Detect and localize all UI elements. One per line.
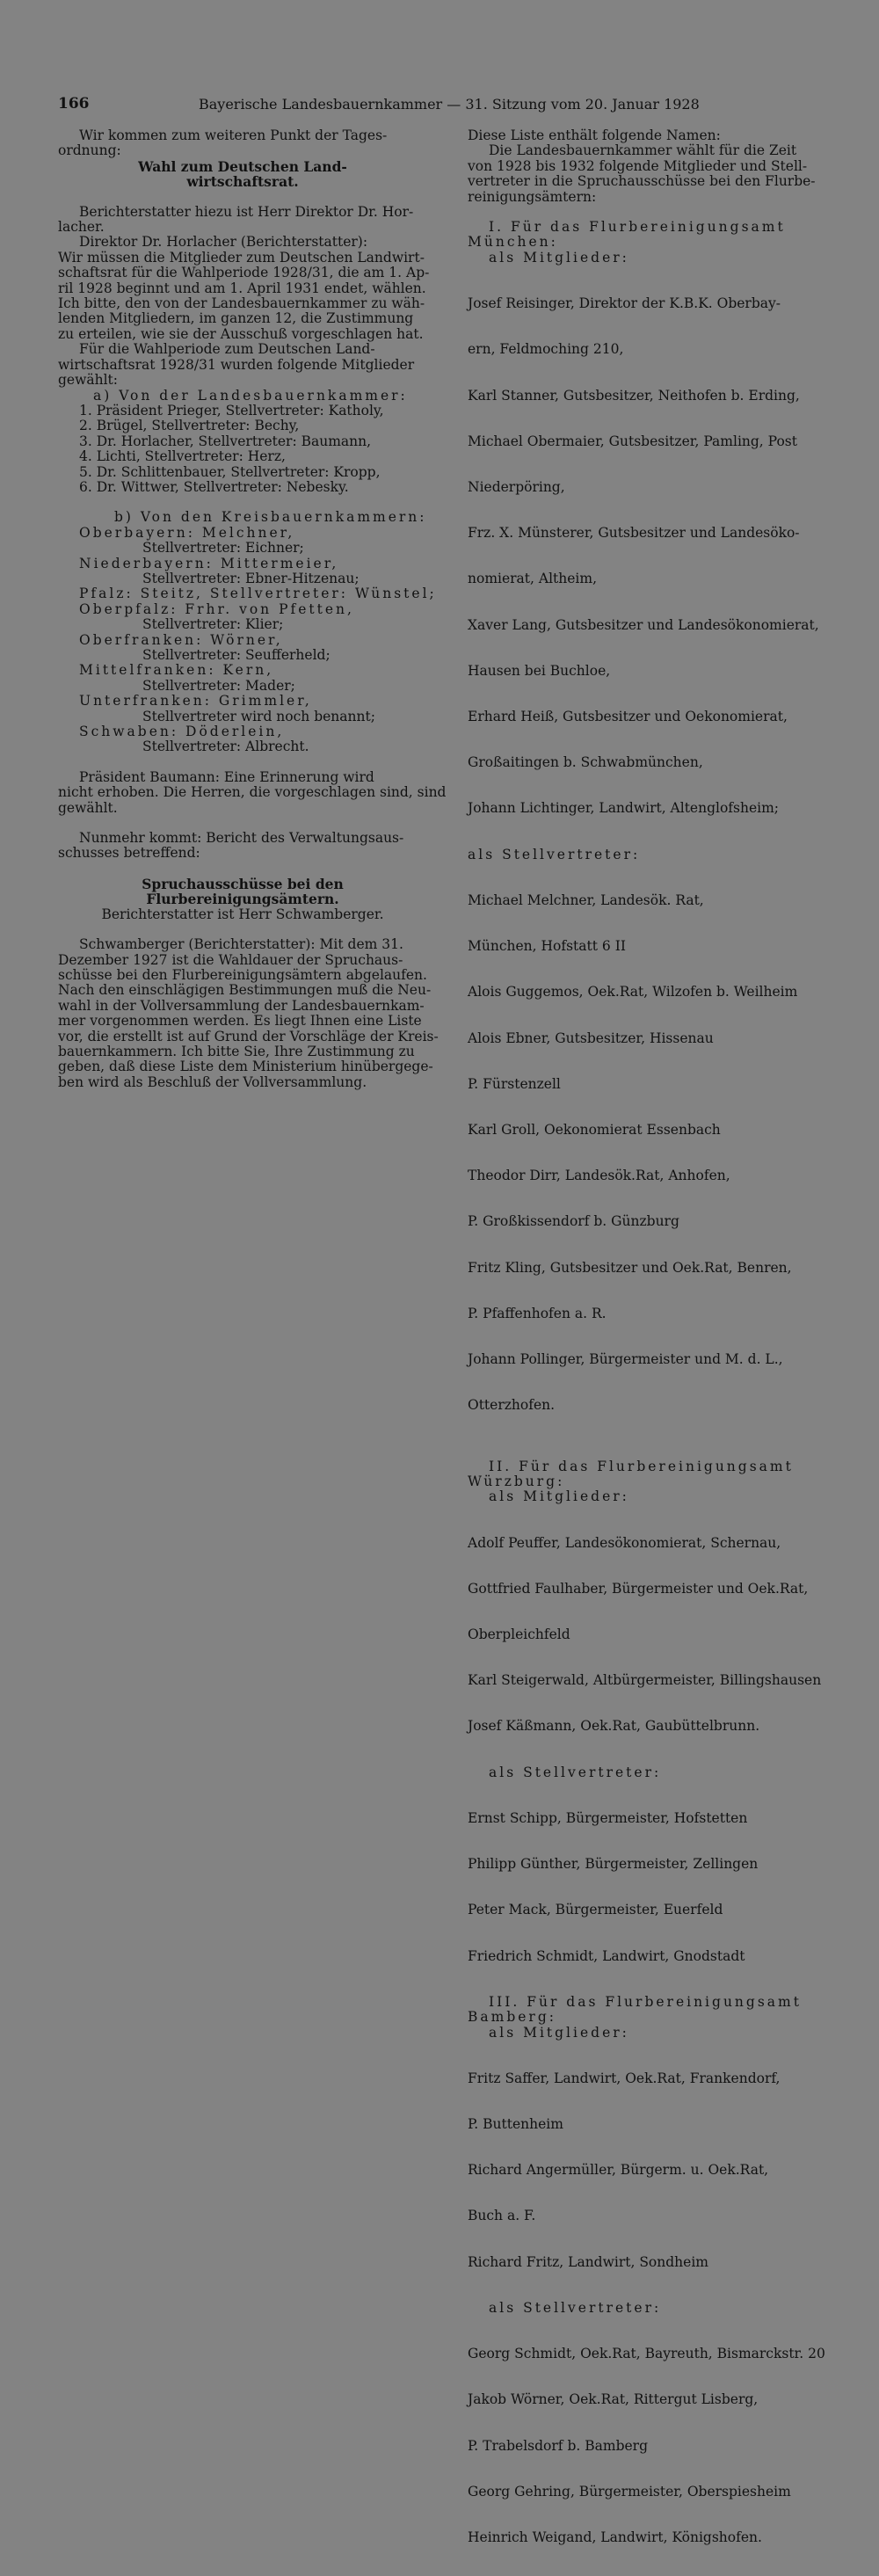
left-column: [58, 127, 447, 1090]
text-line: ben wird als Beschluß der Vollversammlung.: [58, 1073, 367, 1090]
section-title: III. Für das Flurbereinigungsamt: [489, 1993, 802, 2010]
list-title: a) Von der Landesbauernkammer:: [93, 387, 408, 404]
list-item: Oberfranken: Wörner,: [79, 631, 283, 648]
text-line: vertreter in die Spruchausschüsse bei den Flurbe-: [468, 173, 816, 190]
text-line: Nunmehr kommt: Bericht des Verwaltungsaus-: [79, 830, 404, 847]
list-item: Adolf Peuffer, Landesökonomierat, Schernau,: [468, 1534, 781, 1551]
list-item-deputy: Stellvertreter wird noch benannt;: [142, 708, 375, 724]
section-title: Würzburg:: [468, 1473, 565, 1489]
text-line: zu erteilen, wie sie der Ausschuß vorgeschlagen hat.: [58, 325, 424, 342]
list-item: Heinrich Weigand, Landwirt, Königshofen.: [468, 2529, 762, 2545]
list-item: 6. Dr. Wittwer, Stellvertreter: Nebesky.: [79, 478, 349, 495]
list-b: [58, 524, 437, 755]
group-label: als Stellvertreter:: [489, 1764, 662, 1780]
deputy-list: [468, 1780, 806, 1995]
list-item: Karl Stanner, Gutsbesitzer, Neithofen b. Erding,: [468, 387, 800, 404]
list-item-deputy: Stellvertreter: Mader;: [142, 677, 295, 694]
list-item: Richard Fritz, Landwirt, Sondheim: [468, 2253, 708, 2270]
list-item: Fritz Kling, Gutsbesitzer und Oek.Rat, Benren,: [468, 1259, 792, 1276]
list-item: Alois Ebner, Gutsbesitzer, Hissenau: [468, 1030, 714, 1046]
right-column: [468, 127, 825, 2576]
list-item: Karl Groll, Oekonomierat Essenbach: [468, 1122, 721, 1138]
list-item: Richard Angermüller, Bürgerm. u. Oek.Rat,: [468, 2162, 769, 2179]
list-item: P. Trabelsdorf b. Bamberg: [468, 2437, 648, 2454]
group-label: als Mitglieder:: [489, 2024, 629, 2041]
list-item: Josef Käßmann, Oek.Rat, Gaubüttelbrunn.: [468, 1718, 760, 1735]
member-list: [468, 2041, 806, 2301]
list-item: Buch a. F.: [468, 2208, 536, 2224]
list-item: Ernst Schipp, Bürgermeister, Hofstetten: [468, 1809, 748, 1826]
list-item: Josef Reisinger, Direktor der K.B.K. Oberbay-: [468, 295, 781, 312]
list-item: München, Hofstatt 6 II: [468, 938, 626, 955]
list-item: nomierat, Altheim,: [468, 571, 597, 587]
list-item: Johann Lichtinger, Landwirt, Altenglofsheim;: [468, 800, 780, 817]
list-item: Niederbayern: Mittermeier,: [79, 555, 339, 571]
page-number: 166: [58, 95, 90, 113]
text-line: Präsident Baumann: Eine Erinnerung wird: [79, 768, 374, 785]
list-item: 1. Präsident Prieger, Stellvertreter: Katholy,: [79, 402, 384, 418]
text-line: Dezember 1927 ist die Wahldauer der Spruchaus-: [58, 951, 403, 968]
list-item-deputy: Stellvertreter: Eichner;: [142, 540, 304, 557]
paragraph: [58, 128, 427, 159]
text-line: nicht erhoben. Die Herren, die vorgeschlagen sind, sind: [58, 784, 447, 801]
list-item: 2. Brügel, Stellvertreter: Bechy,: [79, 418, 300, 434]
list-item: Peter Mack, Bürgermeister, Euerfeld: [468, 1902, 723, 1918]
list-item: P. Pfaffenhofen a. R.: [468, 1305, 607, 1321]
text-line: Nach den einschlägigen Bestimmungen muß die Neu-: [58, 982, 432, 999]
text-line: schüsse bei den Flurbereinigungsämtern abgelaufen.: [58, 966, 427, 983]
list-item: Pfalz: Steitz, Stellvertreter: Wünstel;: [79, 586, 437, 602]
paragraph: [58, 768, 447, 816]
list-item: Erhard Heiß, Gutsbesitzer und Oekonomierat,: [468, 709, 788, 725]
text-line: geben, daß diese Liste dem Ministerium hinübergege-: [58, 1059, 433, 1075]
list-item: Xaver Lang, Gutsbesitzer und Landesökonomierat,: [468, 616, 819, 633]
text-line: ril 1928 beginnt und am 1. April 1931 endet, wählen.: [58, 280, 426, 296]
list-item: Oberpleichfeld: [468, 1626, 570, 1642]
text-line: bauernkammern. Ich bitte Sie, Ihre Zustimmung zu: [58, 1043, 415, 1059]
group-label: als Mitglieder:: [489, 1488, 629, 1505]
group-label: als Stellvertreter:: [468, 846, 641, 862]
text-line: ordnung:: [58, 142, 121, 159]
page-header: [58, 95, 700, 116]
list-title: b) Von den Kreisbauernkammern:: [114, 509, 427, 526]
list-item: Schwaben: Döderlein,: [79, 724, 285, 740]
section-subheading: Berichterstatter ist Herr Schwamberger.: [101, 906, 384, 922]
text-line: Für die Wahlperiode zum Deutschen Land-: [79, 341, 375, 358]
paragraph: [58, 831, 427, 862]
text-line: schusses betreffend:: [58, 845, 200, 862]
paragraph: [58, 234, 430, 342]
list-item: Friedrich Schmidt, Landwirt, Gnodstadt: [468, 1947, 745, 1964]
section-heading: Spruchausschüsse bei den Flurbereinigungsämtern.: [142, 875, 344, 908]
running-title: Bayerische Landesbauernkammer — 31. Sitzung vom 20. Januar 1928: [199, 96, 700, 113]
list-item: Otterzhofen.: [468, 1397, 556, 1414]
list-item-deputy: Stellvertreter: Albrecht.: [142, 739, 309, 755]
paragraph: [58, 342, 427, 388]
list-item: Mittelfranken: Kern,: [79, 662, 274, 679]
text-line: Diese Liste enthält folgende Namen:: [468, 127, 721, 143]
list-item-deputy: Stellvertreter: Ebner-Hitzenau;: [142, 570, 360, 586]
deputy-list: [468, 2316, 825, 2576]
list-item: Michael Obermaier, Gutsbesitzer, Pamling, Post: [468, 433, 797, 449]
text-line: Wahl zum Deutschen Land-: [138, 157, 347, 175]
paragraph: [468, 142, 816, 205]
list-a: [58, 404, 427, 495]
text-line: Berichterstatter hiezu ist Herr Direktor Dr. Hor-: [79, 203, 414, 220]
list-item: P. Buttenheim: [468, 2116, 563, 2132]
list-item-deputy: Stellvertreter: Klier;: [142, 616, 284, 633]
list-item: Johann Pollinger, Bürgermeister und M. d. L.,: [468, 1351, 783, 1368]
list-item-deputy: Stellvertreter: Seufferheld;: [142, 647, 331, 663]
member-list: [468, 266, 819, 847]
text-line: Direktor Dr. Horlacher (Berichterstatter):: [79, 234, 368, 251]
list-item: Karl Steigerwald, Altbürgermeister, Billingshausen: [468, 1672, 822, 1689]
list-item: Niederpöring,: [468, 478, 565, 495]
text-line: gewählt.: [58, 799, 118, 816]
text-line: mer vorgenommen werden. Es liegt Ihnen eine Liste: [58, 1013, 422, 1030]
list-item: Gottfried Faulhaber, Bürgermeister und Oek.Rat,: [468, 1580, 809, 1597]
section-title: Bamberg:: [468, 2009, 556, 2026]
text-line: vor, die erstellt ist auf Grund der Vorschläge der Kreis-: [58, 1028, 439, 1044]
paragraph: [58, 936, 439, 1090]
text-line: Schwamberger (Berichterstatter): Mit dem 31.: [79, 936, 403, 953]
member-list: [468, 1505, 822, 1765]
list-item: Jakob Wörner, Oek.Rat, Rittergut Lisberg,: [468, 2391, 759, 2408]
list-item: Philipp Günther, Bürgermeister, Zellingen: [468, 1856, 759, 1873]
text-line: reinigungsämtern:: [468, 188, 597, 205]
list-item: ern, Feldmoching 210,: [468, 341, 624, 358]
text-line: lacher.: [58, 219, 105, 236]
text-line: schaftsrat für die Wahlperiode 1928/31, die am 1. Ap-: [58, 265, 430, 281]
list-item: P. Großkissendorf b. Günzburg: [468, 1213, 679, 1230]
list-item: Theodor Dirr, Landesök.Rat, Anhofen,: [468, 1168, 730, 1184]
list-item: Großaitingen b. Schwabmünchen,: [468, 754, 703, 771]
group-label: als Stellvertreter:: [489, 2299, 662, 2316]
section-title: I. Für das Flurbereinigungsamt: [489, 219, 786, 236]
list-item: P. Fürstenzell: [468, 1075, 561, 1092]
text-line: von 1928 bis 1932 folgende Mitglieder und Stell-: [468, 157, 808, 174]
list-item: Frz. X. Münsterer, Gutsbesitzer und Landesöko-: [468, 525, 800, 542]
section-heading: [58, 159, 427, 190]
text-line: Wir kommen zum weiteren Punkt der Tages-: [79, 127, 388, 143]
text-line: wahl in der Vollversammlung der Landesbauernkam-: [58, 997, 425, 1014]
list-item: 5. Dr. Schlittenbauer, Stellvertreter: Kropp,: [79, 463, 381, 480]
group-label: als Mitglieder:: [489, 249, 629, 266]
list-item: Fritz Saffer, Landwirt, Oek.Rat, Frankendorf,: [468, 2070, 781, 2086]
list-item: Oberbayern: Melchner,: [79, 524, 295, 541]
list-item: Unterfranken: Grimmler,: [79, 693, 312, 709]
list-item: Michael Melchner, Landesök. Rat,: [468, 891, 704, 908]
list-item: Alois Guggemos, Oek.Rat, Wilzofen b. Weilheim: [468, 984, 798, 1001]
text-line: wirtschaftsrat.: [186, 173, 299, 191]
list-item: Georg Schmidt, Oek.Rat, Bayreuth, Bismarckstr. 20: [468, 2346, 825, 2362]
paragraph: [58, 205, 427, 236]
list-item: 4. Lichti, Stellvertreter: Herz,: [79, 448, 286, 465]
deputy-list: [468, 862, 806, 1444]
text-line: wirtschaftsrat 1928/31 wurden folgende Mitglieder: [58, 356, 415, 373]
list-item: Oberpfalz: Frhr. von Pfetten,: [79, 600, 354, 617]
text-line: Ich bitte, den von der Landesbauernkammer zu wäh-: [58, 295, 425, 312]
text-line: Die Landesbauernkammer wählt für die Zeit: [489, 142, 797, 159]
list-item: Hausen bei Buchloe,: [468, 662, 611, 679]
text-line: lenden Mitgliedern, im ganzen 12, die Zustimmung: [58, 310, 414, 327]
list-item: 3. Dr. Horlacher, Stellvertreter: Baumann,: [79, 433, 372, 449]
text-line: Wir müssen die Mitglieder zum Deutschen Landwirt-: [58, 249, 425, 266]
list-item: Georg Gehring, Bürgermeister, Oberspiesheim: [468, 2483, 791, 2500]
section-title: München:: [468, 234, 558, 251]
section-title: II. Für das Flurbereinigungsamt: [489, 1458, 794, 1474]
text-line: gewählt:: [58, 372, 118, 389]
